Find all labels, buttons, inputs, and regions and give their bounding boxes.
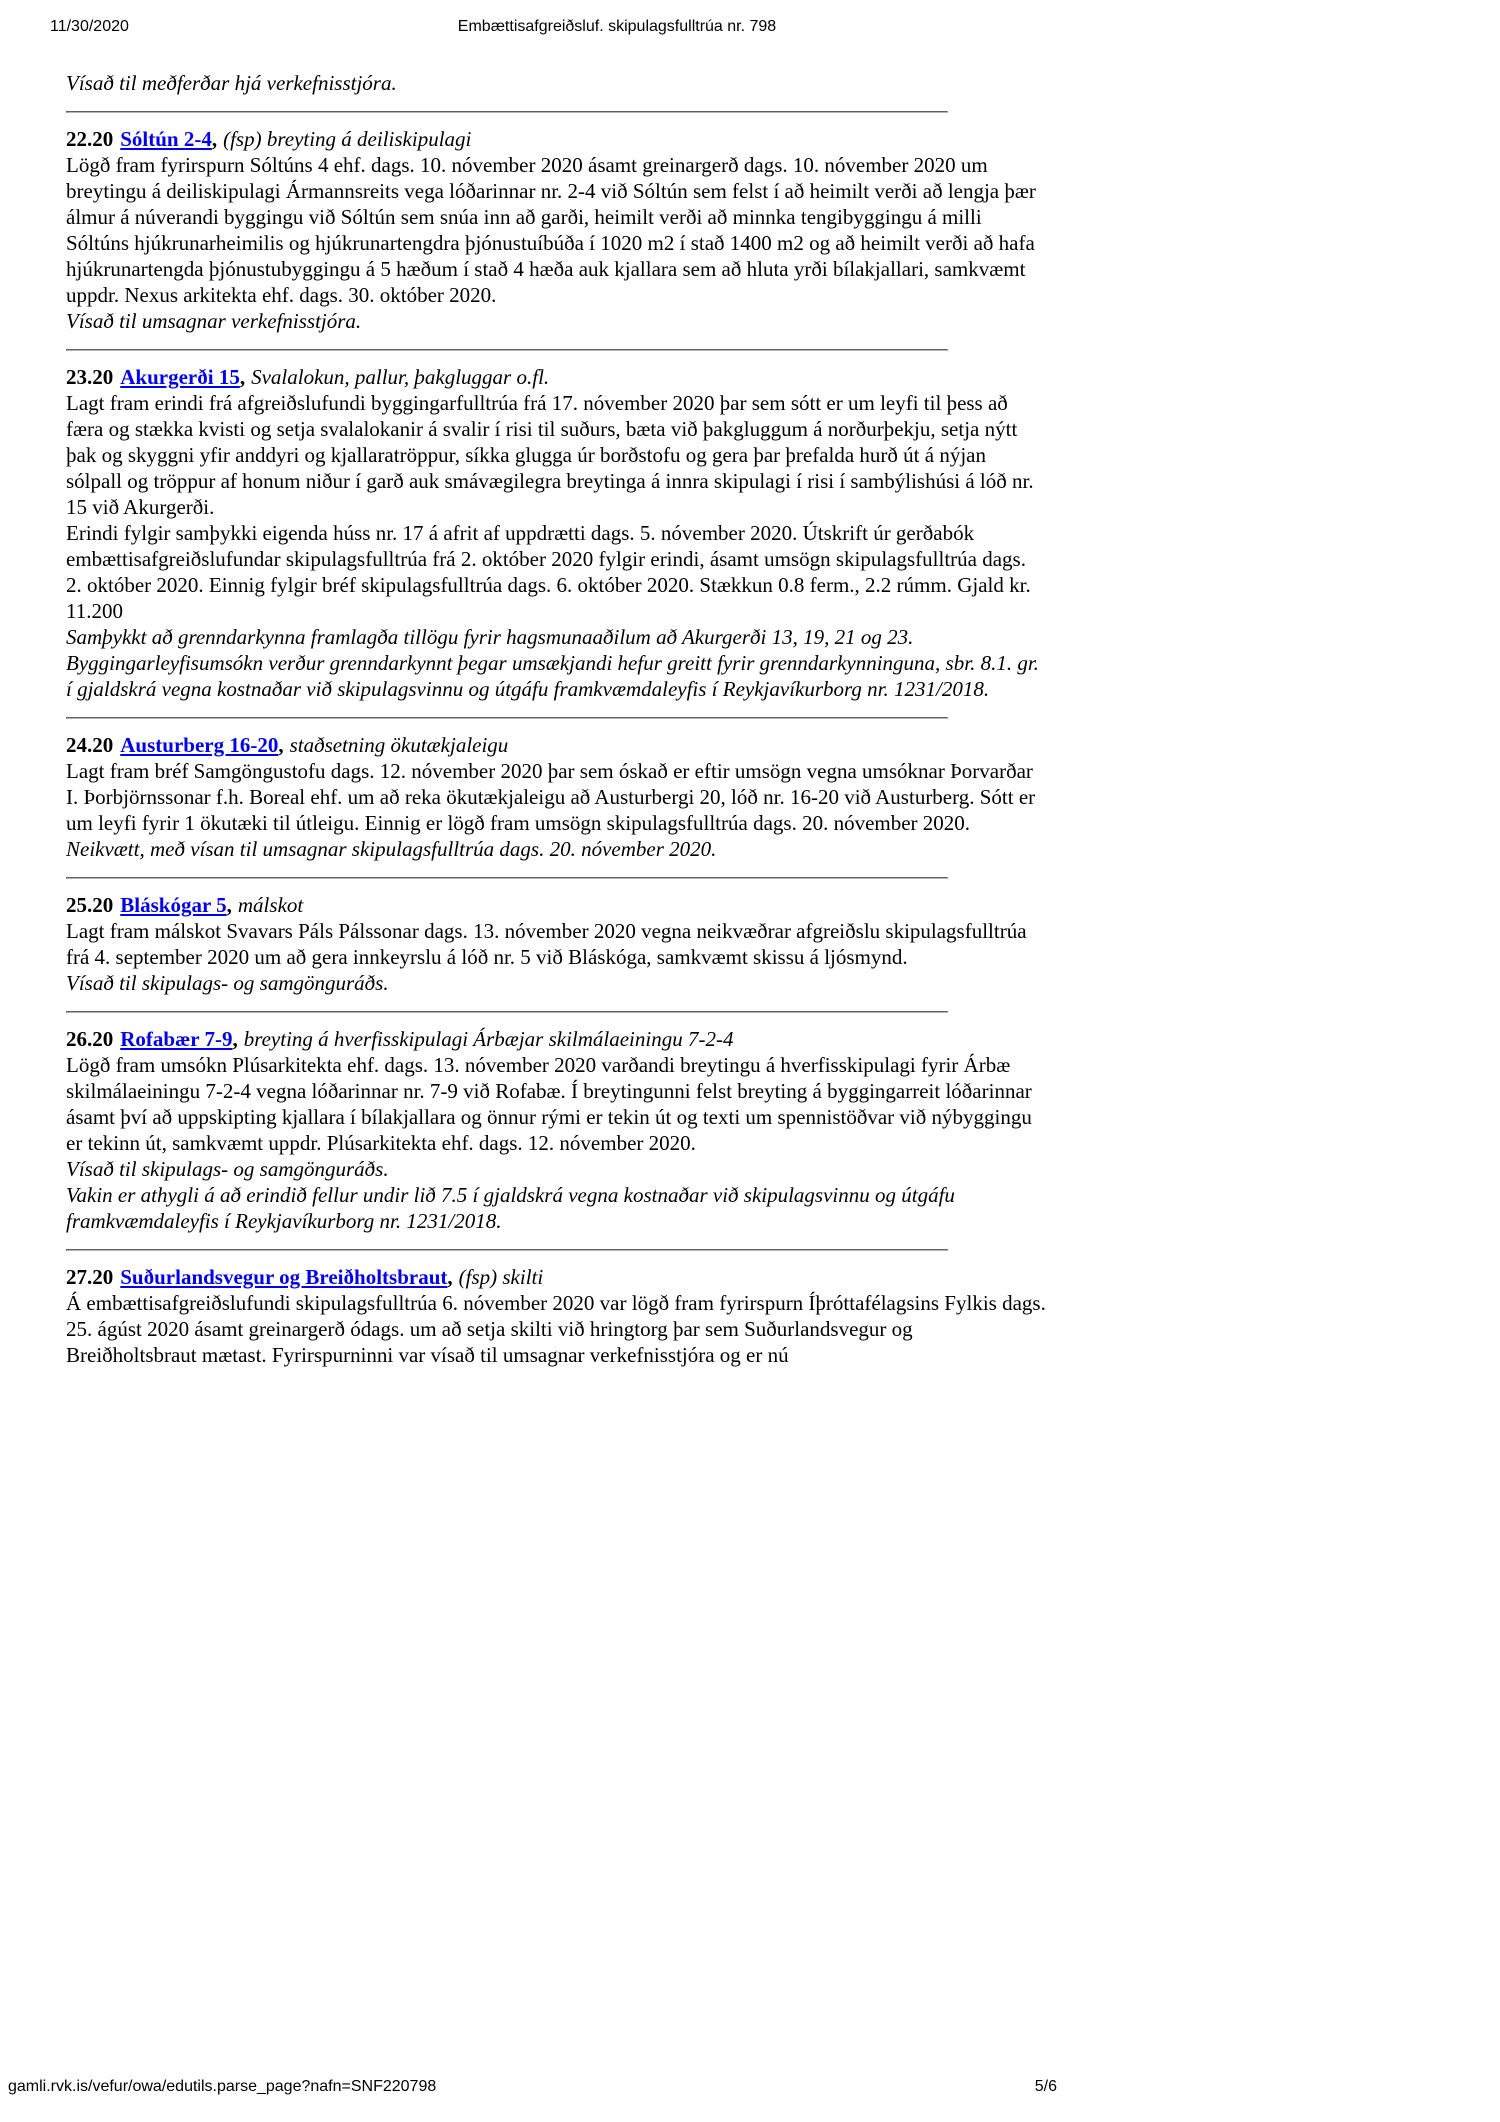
item-heading bbox=[66, 1264, 1046, 1290]
footer-url: gamli.rvk.is/vefur/owa/edutils.parse_page?nafn=SNF220798 bbox=[8, 2078, 437, 2095]
agenda-item-25-20 bbox=[66, 892, 1046, 996]
item-subtitle: málskot bbox=[237, 893, 304, 917]
print-header-date: 11/30/2020 bbox=[50, 18, 129, 35]
agenda-item-24-20 bbox=[66, 732, 1046, 862]
item-link[interactable]: Suðurlandsvegur og Breiðholtsbraut bbox=[120, 1265, 448, 1289]
item-subtitle: Svalalokun, pallur, þakgluggar o.fl. bbox=[251, 365, 550, 389]
item-heading-comma: , bbox=[226, 893, 232, 917]
item-heading bbox=[66, 732, 1046, 758]
section-divider bbox=[66, 877, 948, 879]
item-heading-comma: , bbox=[211, 127, 218, 151]
item-heading bbox=[66, 1026, 1046, 1052]
item-number: 22.20 bbox=[66, 127, 114, 151]
item-paragraph: Lögð fram fyrirspurn Sóltúns 4 ehf. dags. 10. nóvember 2020 ásamt greinargerð dags. 10. nóvember 2020 um breytingu á deiliskipulagi Ármannsreits vega lóðarinnar nr. 2-4 við Sóltún sem felst í að heimilt verði að lengja þær álmur á núverandi byggingu við Sóltún sem snúa inn að garði, heimilt verði að minnka tengibyggingu á milli Sóltúns hjúkrunarheimilis og hjúkrunartengdra þjónustuíbúða í 1020 m2 í stað 1400 m2 og að heimilt verði að hafa hjúkrunartengda þjónustubyggingu á 5 hæðum í stað 4 hæða auk kjallara sem að hluta yrði bílakjallari, samkvæmt uppdr. Nexus arkitekta ehf. dags. 30. október 2020. bbox=[66, 153, 1036, 307]
item-link[interactable]: Austurberg 16-20 bbox=[120, 733, 279, 757]
item-link[interactable]: Akurgerði 15 bbox=[120, 365, 240, 389]
item-number: 24.20 bbox=[66, 733, 114, 757]
item-link[interactable]: Sóltún 2-4 bbox=[120, 127, 212, 151]
item-heading-comma: , bbox=[239, 365, 246, 389]
section-divider bbox=[66, 717, 948, 719]
item-link[interactable]: Bláskógar 5 bbox=[120, 893, 227, 917]
item-subtitle: staðsetning ökutækjaleigu bbox=[289, 733, 509, 757]
agenda-item-23-20 bbox=[66, 364, 1046, 702]
item-heading-comma: , bbox=[278, 733, 284, 757]
print-header-title: Embættisafgreiðsluf. skipulagsfulltrúa nr. 798 bbox=[457, 18, 777, 35]
item-subtitle: (fsp) breyting á deiliskipulagi bbox=[223, 127, 472, 151]
page-indicator: 5/6 bbox=[1034, 2078, 1057, 2095]
item-note: Neikvætt, með vísan til umsagnar skipulagsfulltrúa dags. 20. nóvember 2020. bbox=[66, 837, 717, 861]
document-content bbox=[66, 70, 1046, 1368]
item-note: Vakin er athygli á að erindið fellur undir lið 7.5 í gjaldskrá vegna kostnaðar við skipulagsvinnu og útgáfu framkvæmdaleyfis í Reykjavíkurborg nr. 1231/2018. bbox=[66, 1183, 955, 1233]
item-heading bbox=[66, 364, 1046, 390]
item-note: Vísað til skipulags- og samgönguráðs. bbox=[66, 971, 389, 995]
section-divider bbox=[66, 1011, 948, 1013]
item-paragraph: Á embættisafgreiðslufundi skipulagsfulltrúa 6. nóvember 2020 var lögð fram fyrirspurn Íþróttafélagsins Fylkis dags. 25. ágúst 2020 ásamt greinargerð ódags. um að setja skilti við hringtorg þar sem Suðurlandsvegur og Breiðholtsbraut mætast. Fyrirspurninni var vísað til umsagnar verkefnisstjóra og er nú bbox=[66, 1291, 1046, 1367]
item-paragraph: Lagt fram málskot Svavars Páls Pálssonar dags. 13. nóvember 2020 vegna neikvæðrar afgreiðslu skipulagsfulltrúa frá 4. september 2020 um að gera innkeyrslu á lóð nr. 5 við Bláskóga, samkvæmt skissu á ljósmynd. bbox=[66, 919, 1027, 969]
agenda-item-26-20 bbox=[66, 1026, 1046, 1234]
item-number: 23.20 bbox=[66, 365, 114, 389]
item-note: Vísað til skipulags- og samgönguráðs. bbox=[66, 1157, 389, 1181]
agenda-item-27-20 bbox=[66, 1264, 1046, 1368]
agenda-item-22-20 bbox=[66, 126, 1046, 334]
item-number: 27.20 bbox=[66, 1265, 114, 1289]
item-note: Samþykkt að grenndarkynna framlagða tillögu fyrir hagsmunaaðilum að Akurgerði 13, 19, 21 og 23. bbox=[66, 625, 914, 649]
item-paragraph: Erindi fylgir samþykki eigenda húss nr. 17 á afrit af uppdrætti dags. 5. nóvember 2020. Útskrift úr gerðabók embættisafgreiðslufundar skipulagsfulltrúa frá 2. október 2020 fylgir erindi, ásamt umsögn skipulagsfulltrúa dags. 2. október 2020. Einnig fylgir bréf skipulagsfulltrúa dags. 6. október 2020. Stækkun 0.8 ferm., 2.2 rúmm. Gjald kr. 11.200 bbox=[66, 521, 1031, 623]
item-subtitle: (fsp) skilti bbox=[458, 1265, 544, 1289]
intro-note: Vísað til meðferðar hjá verkefnisstjóra. bbox=[66, 71, 397, 95]
item-heading bbox=[66, 892, 1046, 918]
item-heading-comma: , bbox=[232, 1027, 238, 1051]
item-subtitle: breyting á hverfisskipulagi Árbæjar skilmálaeiningu 7-2-4 bbox=[243, 1027, 734, 1051]
section-divider bbox=[66, 349, 948, 351]
print-header bbox=[0, 18, 1500, 40]
item-heading-comma: , bbox=[447, 1265, 453, 1289]
item-link[interactable]: Rofabær 7-9 bbox=[120, 1027, 233, 1051]
item-number: 25.20 bbox=[66, 893, 114, 917]
item-paragraph: Lagt fram erindi frá afgreiðslufundi byggingarfulltrúa frá 17. nóvember 2020 þar sem sótt er um leyfi til þess að færa og stækka kvisti og setja svalalokanir á svalir í risi til suðurs, bæta við þakgluggum á norðurþekju, setja nýtt þak og skyggni yfir anddyri og kjallaratröppur, síkka glugga úr borðstofu og gera þar þrefalda hurð út á nýjan sólpall og tröppur af honum niður í garð auk smávægilegra breytinga á innra skipulagi í risi í sambýlishúsi á lóð nr. 15 við Akurgerði. bbox=[66, 391, 1034, 519]
item-number: 26.20 bbox=[66, 1027, 114, 1051]
item-heading bbox=[66, 126, 1046, 152]
item-note: Byggingarleyfisumsókn verður grenndarkynnt þegar umsækjandi hefur greitt fyrir grenndarkynninguna, sbr. 8.1. gr. í gjaldskrá vegna kostnaðar við skipulagsvinnu og útgáfu framkvæmdaleyfis í Reykjavíkurborg nr. 1231/2018. bbox=[66, 651, 1039, 701]
section-divider bbox=[66, 111, 948, 113]
item-paragraph: Lagt fram bréf Samgöngustofu dags. 12. nóvember 2020 þar sem óskað er eftir umsögn vegna umsóknar Þorvarðar I. Þorbjörnssonar f.h. Boreal ehf. um að reka ökutækjaleigu að Austurbergi 20, lóð nr. 16-20 við Austurberg. Sótt er um leyfi fyrir 1 ökutæki til útleigu. Einnig er lögð fram umsögn skipulagsfulltrúa dags. 20. nóvember 2020. bbox=[66, 759, 1036, 835]
item-paragraph: Lögð fram umsókn Plúsarkitekta ehf. dags. 13. nóvember 2020 varðandi breytingu á hverfisskipulagi fyrir Árbæ skilmálaeiningu 7-2-4 vegna lóðarinnar nr. 7-9 við Rofabæ. Í breytingunni felst breyting á byggingarreit lóðarinnar ásamt því að uppskipting kjallara í bílakjallara og önnur rými er tekin út og texti um spennistöðvar við nýbyggingu er tekinn út, samkvæmt uppdr. Plúsarkitekta ehf. dags. 12. nóvember 2020. bbox=[66, 1053, 1032, 1155]
item-note: Vísað til umsagnar verkefnisstjóra. bbox=[66, 309, 362, 333]
print-footer bbox=[0, 2078, 1500, 2100]
section-divider bbox=[66, 1249, 948, 1251]
